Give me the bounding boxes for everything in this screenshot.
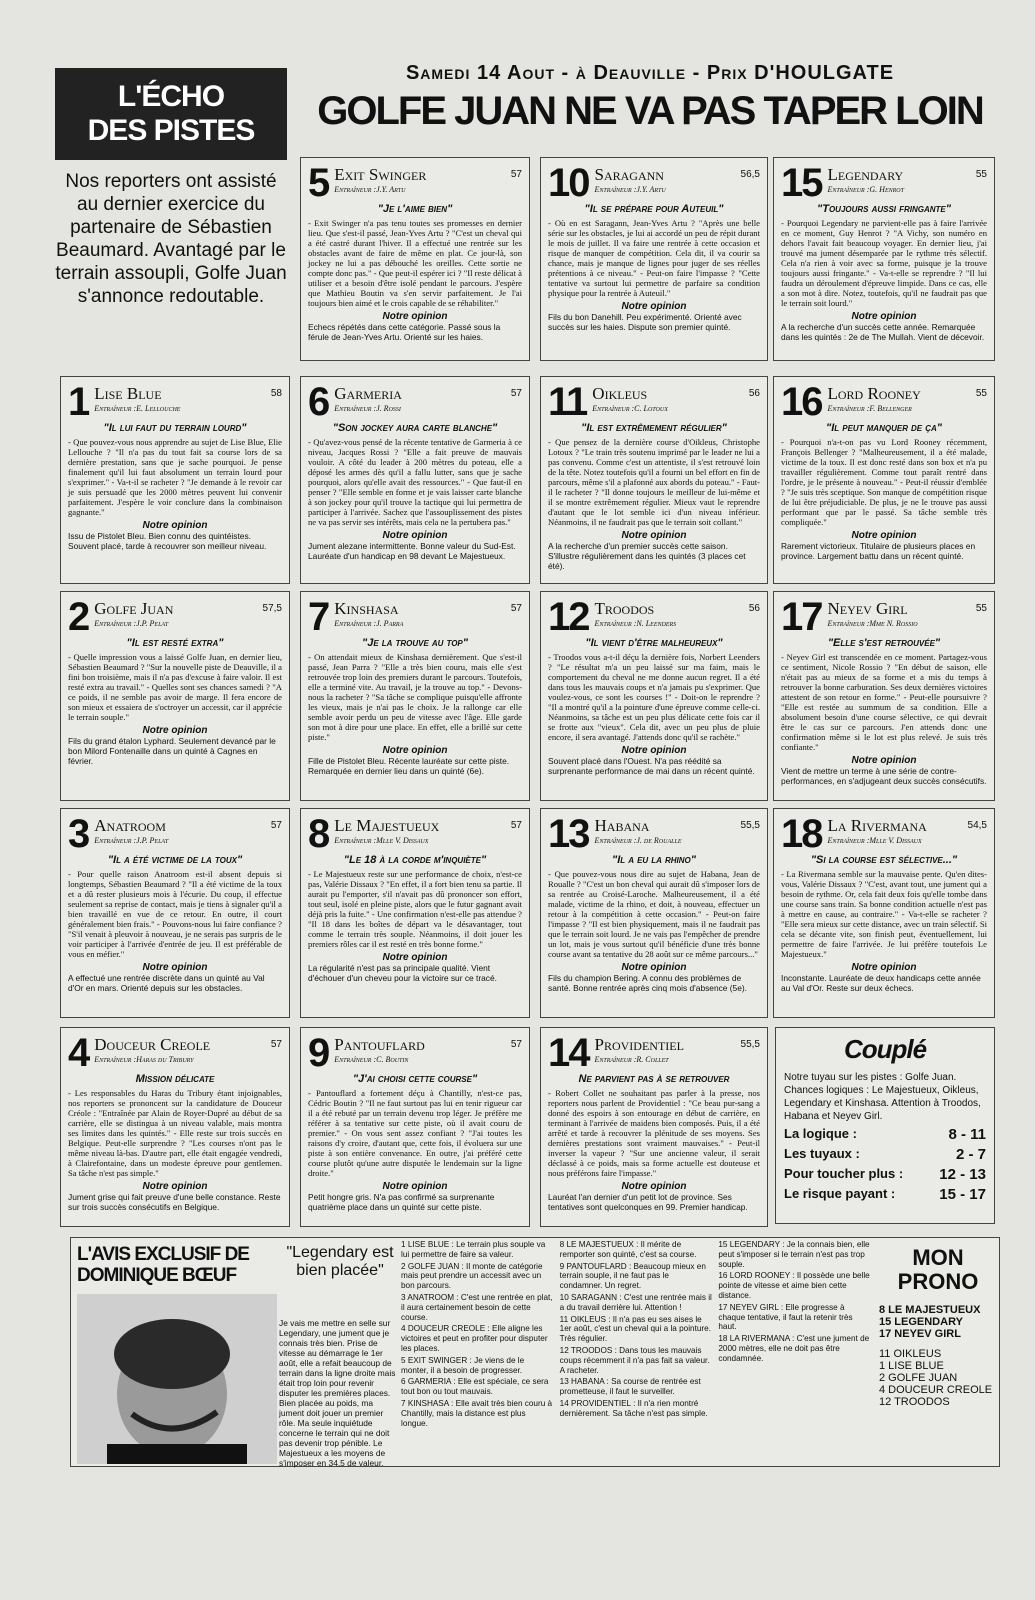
couple-row-label: Les tuyaux : <box>784 1146 860 1161</box>
avis-entry: 7 KINSHASA : Elle avait très bien couru à Chantilly, mais la distance est plus longue. <box>401 1398 553 1428</box>
avis-entry: 8 LE MAJESTUEUX : Il mérite de remporter son quinté, c'est sa course. <box>559 1240 697 1259</box>
avis-column-1 <box>401 1240 554 1430</box>
horse-quote: "Je la trouve au top" <box>362 637 468 649</box>
opinion-label: Notre opinion <box>382 952 448 963</box>
prono-top-entry: 15 LEGENDARY <box>879 1316 963 1328</box>
horse-number: 14 <box>548 1031 589 1075</box>
horse-name: Neyev Girl <box>827 599 908 618</box>
horse-interview: - Que pouvez-vous nous apprendre au sujet de Lise Blue, Elie Lellouche ? "Il n'a pas du tout fait sa course lors de sa dernière prestation, sans que je sache pourquoi. Je pense finalement qu'il lui faut absolument un terrain lourd pour s'exprimer." - Va-t-il se racheter ? "Je demande à le revoir car je suis persuadé que les 2000 mètres peuvent lui convenir parfaitement. J'espère le voir conclure dans la combinaison gagnante." <box>68 437 282 517</box>
horse-name: Le Majestueux <box>334 816 440 835</box>
horse-name: Exit Swinger <box>334 165 427 184</box>
horse-name: Providentiel <box>594 1035 684 1054</box>
horse-opinion: Lauréat l'an dernier d'un petit lot de province. Ses tentatives sont quelconques en 99. Premier handicap. <box>548 1192 748 1212</box>
horse-card-12 <box>540 591 768 801</box>
horse-opinion: Fils du bon Danehill. Peu expérimenté. Orienté avec succès sur les haies. Dispute son premier quinté. <box>548 312 742 332</box>
avis-entry: 2 GOLFE JUAN : Il monte de catégorie mais peut prendre un accessit avec un bon parcours. <box>401 1261 543 1291</box>
couple-row-label: Pour toucher plus : <box>784 1166 904 1181</box>
opinion-label: Notre opinion <box>851 962 917 973</box>
opinion-label: Notre opinion <box>851 311 917 322</box>
opinion-label: Notre opinion <box>621 745 687 756</box>
opinion-label: Notre opinion <box>621 962 687 973</box>
avis-entry: 1 LISE BLUE : Le terrain plus souple va lui permettre de faire sa valeur. <box>401 1240 546 1259</box>
horse-name: Garmeria <box>334 384 402 403</box>
horse-card-2 <box>60 591 290 801</box>
horse-card-17 <box>773 591 995 801</box>
horse-quote: "Elle s'est retrouvée" <box>827 637 941 649</box>
couple-row <box>784 1166 986 1183</box>
horse-trainer: Entraîneur :N. Leenders <box>594 619 677 628</box>
horse-number: 12 <box>548 595 589 639</box>
prono-rest-entry: 11 OIKLEUS <box>879 1348 942 1360</box>
couple-rows <box>784 1126 986 1203</box>
horse-opinion: Fils du champion Bering. A connu des problèmes de santé. Bonne rentrée après cinq mois d'absence (5e). <box>548 973 747 993</box>
horse-interview: - Troodos vous a-t-il déçu la dernière fois, Norbert Leenders ? "Le résultat m'a un peu laissé sur ma faim, mais le comportement du cheval ne me donne aucun regret. Il a été dans tous les mauvais coups et n'a jamais pu s'exprimer. Que voulez-vous, ce sont les courses !" - Doit-on le reprendre ? "Il a montré qu'il a la pointure d'une épreuve comme celle-ci. Néanmoins, sa tâche est un peu plus délicate cette fois car il se frotte aux "vieux". Cela dit, avec un peu plus de pluie encore, il sera avantagé. J'attends donc qu'il se rachète." <box>548 652 760 742</box>
opinion-label: Notre opinion <box>382 1181 448 1192</box>
horse-interview: - Où en est Saragann, Jean-Yves Artu ? "Après une belle série sur les obstacles, je lui ai accordé un peu de répit durant le mois de juillet. Il va faire une rentrée à cette occasion et risque de manquer de compétition. Cela dit, il va courir sa chance, mais je manque de lignes pour juger de ses réelles prétentions à ce niveau." - Peut-on faire l'impasse ? "Cette tentative va surtout lui permettre de parfaire sa condition physique pour la rentrée à Auteuil." <box>548 218 760 298</box>
avis-entry: 11 OIKLEUS : Il n'a pas eu ses aises le 1er août, c'est un cheval qui a la pointure. Très régulier. <box>559 1314 711 1344</box>
jockey-photo-illustration <box>77 1294 277 1464</box>
avis-entry: 16 LORD ROONEY : Il possède une belle pointe de vitesse et aime bien cette distance. <box>718 1271 870 1300</box>
horse-trainer: Entraîneur :J.P. Pelat <box>94 836 169 845</box>
horse-quote: "Il est resté extra" <box>126 637 224 649</box>
horse-opinion: Fille de Pistolet Bleu. Récente lauréate sur cette piste. Remarquée en dernier lieu dans un quinté (6e). <box>308 756 510 776</box>
horse-weight: 55,5 <box>740 820 760 831</box>
horse-weight: 57 <box>510 1039 522 1050</box>
horse-number: 6 <box>308 380 329 424</box>
horse-interview: - Les responsables du Haras du Tribury étant injoignables, nos reporters se prononcent sur la candidature de Douceur Créole : "Entraînée par Alain de Royer-Dupré au début de sa carrière, elle se distingua à un niveau valable, mais montra ses limites dans les quintés." - Elle reste sur trois succès en Belgique. Peut-elle surprendre ? "Les courses n'ont pas le même niveau là-bas. D'autre part, elle était engagée vendredi, à Clairefontaine, dans un modeste épreuve pour gentlemen. Sa tâche n'est pas simple." <box>68 1088 282 1178</box>
couple-intro: Notre tuyau sur les pistes : Golfe Juan. Chances logiques : Le Majestueux, Oikleus, Legendary et Kinshasa. Attention à Troodos, Habana et Neyev Girl. <box>784 1072 981 1122</box>
horse-trainer: Entraîneur :C. Boutin <box>334 1055 409 1064</box>
avis-headline: "Legendary est bien placée" <box>286 1244 394 1279</box>
horse-weight: 55 <box>975 169 987 180</box>
horse-trainer: Entraîneur :J.Y. Artu <box>594 185 666 194</box>
couple-row-value: 12 - 13 <box>939 1166 986 1183</box>
horse-card-14 <box>540 1027 768 1227</box>
avis-title-line-2: DOMINIQUE BŒUF <box>77 1265 237 1286</box>
horse-weight: 55,5 <box>740 1039 760 1050</box>
horse-name: Saragann <box>594 165 664 184</box>
horse-interview: - Le Majestueux reste sur une performance de choix, n'est-ce pas, Valérie Dissaux ? "En effet, il a fort bien tenu sa partie. Il aurait pu l'emporter, s'il n'avait pas dû prononcer son effort, tout seul, isolé en pleine piste, alors que le futur gagnant avait déjà pris la fuite." - Une confirmation n'est-elle pas attendue ? "Il 18 dans les boîtes de départ va le désavantager, tout comme le terrain très souple. Néanmoins, il doit jouer les premiers rôles car il est resté en très bonne forme." <box>308 869 522 949</box>
couple-box <box>775 1027 995 1224</box>
prono-top-list <box>879 1304 997 1340</box>
avis-entry: 5 EXIT SWINGER : Je viens de le monter, il a besoin de progresser. <box>401 1355 525 1375</box>
horse-number: 15 <box>781 161 822 205</box>
couple-row <box>784 1126 986 1143</box>
avis-entry: 18 LA RIVERMANA : C'est une jument de 2000 mètres, elle ne doit pas être condamnée. <box>718 1334 870 1363</box>
horse-interview: - Pour quelle raison Anatroom est-il absent depuis si longtemps, Sébastien Beaumard ? "Il a été victime de la toux et a dû rester plusieurs mois à l'écurie. Du coup, il effectue seulement sa reprise de contact, mais je tiens à signaler qu'il a bien travaillé en vue de ce retour. En outre, il court généralement bien frais." - Pouvons-nous lui faire confiance ? "S'il venait à pleuvoir à nouveau, je ne serais pas surpris de le voir participer à l'arrivée d'entrée de jeu. Il est préférable de vous en méfier." <box>68 869 282 959</box>
avis-title <box>77 1244 249 1286</box>
avis-entry: 15 LEGENDARY : Je la connais bien, elle peut s'imposer si le terrain n'est pas trop souple. <box>718 1240 870 1269</box>
avis-intro-text: Je vais me mettre en selle sur Legendary, une jument que je connais très bien. Prise de vitesse au démarrage le 1er août, elle a refait beaucoup de terrain dans la ligne droite mais était trop loin pour revenir disputer les premières places. Bien placée au poids, ma jument doit jouer un premier rôle. Ma seule inquiétude concerne le terrain qui ne doit pas devenir trop pénible. Le Majestueux a les moyens de s'imposer en 34,5 de valeur. <box>279 1318 396 1468</box>
horse-weight: 56 <box>748 603 760 614</box>
avis-columns <box>401 1240 871 1430</box>
horse-opinion: Jument alezane intermittente. Bonne valeur du Sud-Est. Lauréate d'un handicap en 98 devant Le Majestueux. <box>308 541 516 561</box>
avis-entry: 9 PANTOUFLARD : Beaucoup mieux en terrain souple, il ne faut pas le condamner. Un regret. <box>559 1261 706 1291</box>
horse-name: Golfe Juan <box>94 599 174 618</box>
horse-trainer: Entraîneur :J.Y. Artu <box>334 185 406 194</box>
horse-card-5 <box>300 157 530 361</box>
prono-rest-entry: 1 LISE BLUE <box>879 1360 944 1372</box>
horse-name: Kinshasa <box>334 599 399 618</box>
horse-opinion: Issu de Pistolet Bleu. Bien connu des quintéistes. Souvent placé, tarde à recouvrer son meilleur niveau. <box>68 531 267 551</box>
prono-top-entry: 17 NEYEV GIRL <box>879 1328 961 1340</box>
avis-entry: 12 TROODOS : Dans tous les mauvais coups récemment il n'a pas fait sa valeur. A racheter. <box>559 1345 710 1375</box>
horse-trainer: Entraîneur :Mlle V. Dissaux <box>827 836 922 845</box>
horse-interview: - La Rivermana semble sur la mauvaise pente. Qu'en dites-vous, Valérie Dissaux ? "C'est, avant tout, une jument qui a besoin de rythme. Or, cela fait deux fois qu'elle tombe dans une course sans train. Sa bonne condition actuelle n'est pas à mettre en cause, au contraire." - Va-t-elle se racheter ? "Elle sera mieux sur cette distance, avec un train sélectif. Si cela se décante vite, son finish peut, éventuellement, lui permettre de faire l'arrivée. Je lui préfère toutefois Le Majestueux." <box>781 869 987 959</box>
horse-weight: 57 <box>510 820 522 831</box>
horse-opinion: Echecs répétés dans cette catégorie. Passé sous la férule de Jean-Yves Artu. Orienté sur les haies. <box>308 322 501 342</box>
opinion-label: Notre opinion <box>142 1181 208 1192</box>
horse-weight: 55 <box>975 603 987 614</box>
horse-name: Lise Blue <box>94 384 162 403</box>
prono-title-line-2: PRONO <box>897 1269 979 1294</box>
horse-card-15 <box>773 157 995 361</box>
avis-column-2 <box>560 1240 713 1430</box>
horse-number: 11 <box>548 380 587 424</box>
horse-quote: "Il lui faut du terrain lourd" <box>103 422 247 434</box>
horse-interview: - Que pouvez-vous nous dire au sujet de Habana, Jean de Roualle ? "C'est un bon cheval qui aurait dû s'imposer lors de sa rentrée au Croisé-Laroche. Malheureusement, il a été malade, victime de la rhino, et doit, à nouveau, effectuer un retour à la compétition à cette occasion." - Peut-on faire l'impasse ? "Il est bien physiquement, mais il ne faudrait pas que le terrain soit lourd. Je ne vais pas l'empêcher de prendre un lot, mais je vous surtout qu'il bénéficie d'une très bonne course avant sa tentative du 28 août sur ce même parcours..." <box>548 869 760 959</box>
horse-number: 18 <box>781 812 822 856</box>
horse-card-3 <box>60 808 290 1018</box>
couple-row-value: 15 - 17 <box>939 1186 986 1203</box>
opinion-label: Notre opinion <box>621 1181 687 1192</box>
prono-top-entry: 8 LE MAJESTUEUX <box>879 1304 981 1316</box>
horse-name: Habana <box>594 816 650 835</box>
echo-des-pistes <box>55 68 287 368</box>
avis-entry: 14 PROVIDENTIEL : Il n'a rien montré dernièrement. Sa tâche n'est pas simple. <box>559 1398 708 1418</box>
avis-entry: 10 SARAGANN : C'est une rentrée mais il a du travail derrière lui. Attention ! <box>559 1292 712 1312</box>
horse-quote: "Son jockey aura carte blanche" <box>332 422 498 434</box>
horse-name: Oikleus <box>592 384 648 403</box>
horse-interview: - Quelle impression vous a laissé Golfe Juan, en dernier lieu, Sébastien Beaumard ? "Sur la nouvelle piste de Deauville, il a fini bon troisième, mais il n'a pas d'excuse à faire valoir. Il est resté extra au travail." - Quelles sont ses chances samedi ? "A ce poids, il ne semble pas avoir de marge. Il fera encore de son mieux et essaiera de s'octroyer un accessit, car il apprécie le terrain souple." <box>68 652 282 722</box>
horse-interview: - Pourquoi n'a-t-on pas vu Lord Rooney récemment, François Bellenger ? "Malheureusement, il a été malade, victime de la toux. Il est donc resté dans son box et n'a pu travailler régulièrement. Comme tout paraît rentré dans l'ordre, je le présente à nouveau." - Peut-il réussir d'emblée ? "Je suis très sceptique. Son manque de compétition risque de lui être préjudiciable. De plus, je ne le trouve pas aussi performant que par le passé. Sa tâche semble très compliquée." <box>781 437 987 527</box>
horse-quote: "Toujours aussi fringante" <box>817 203 951 215</box>
horse-weight: 56 <box>748 388 760 399</box>
opinion-label: Notre opinion <box>851 755 917 766</box>
horse-quote: "Le 18 à la corde m'inquiète" <box>343 854 487 866</box>
opinion-label: Notre opinion <box>382 745 448 756</box>
horse-opinion: Inconstante. Lauréate de deux handicaps cette année au Val d'Or. Reste sur deux échecs. <box>781 973 981 993</box>
horse-opinion: Jument grise qui fait preuve d'une belle constance. Reste sur trois succès consécutifs en Belgique. <box>68 1192 281 1212</box>
horse-name: La Rivermana <box>827 816 927 835</box>
horse-quote: "Je l'aime bien" <box>377 203 453 215</box>
horse-card-11 <box>540 376 768 584</box>
horse-trainer: Entraîneur :F. Bellenger <box>827 404 912 413</box>
echo-intro-text: Nos reporters ont assisté au dernier exercice du partenaire de Sébastien Beaumard. Avantagé par le terrain assoupli, Golfe Juan s'annonce redoutable. <box>55 171 287 307</box>
horse-weight: 57 <box>270 820 282 831</box>
horse-weight: 57,5 <box>262 603 282 614</box>
horse-card-9 <box>300 1027 530 1227</box>
avis-exclusif-box <box>70 1237 1000 1467</box>
horse-number: 1 <box>68 380 89 424</box>
couple-row-value: 8 - 11 <box>948 1126 986 1143</box>
horse-weight: 57 <box>270 1039 282 1050</box>
horse-quote: Ne parvient pas à se retrouver <box>578 1073 730 1085</box>
horse-quote: "Il se prépare pour Auteuil" <box>584 203 724 215</box>
article-header <box>300 62 1000 135</box>
horse-card-13 <box>540 808 768 1018</box>
opinion-label: Notre opinion <box>382 530 448 541</box>
prono-rest-entry: 2 GOLFE JUAN <box>879 1372 958 1384</box>
avis-entry: 17 NEYEV GIRL : Elle progresse à chaque tentative, il faut la retenir très haut. <box>718 1302 853 1332</box>
horse-number: 4 <box>68 1031 89 1075</box>
horse-number: 9 <box>308 1031 329 1075</box>
horse-interview: - Que pensez de la dernière course d'Oikleus, Christophe Lotoux ? "Le train très soutenu imprimé par le leader ne lui a pas convenu. Comme c'est un attentiste, il s'est retrouvé loin de la tête. Notez toutefois qu'il a fourni un bel effort en fin de parcours, même s'il a plafonné aux abords du poteau." - Faut-il le racheter ? "Il donne toujours le meilleur de lui-même et il se montre extrêmement régulier. Mieux vaut le reprendre d'autant que le lot semble ici d'un niveau inférieur. Néanmoins, il ne faudrait pas que le terrain soit collant." <box>548 437 760 527</box>
horse-name: Troodos <box>594 599 655 618</box>
horse-number: 8 <box>308 812 329 856</box>
horse-number: 13 <box>548 812 589 856</box>
couple-row <box>784 1186 986 1203</box>
horse-trainer: Entraîneur :J. Rossi <box>334 404 401 413</box>
horse-weight: 57 <box>510 169 522 180</box>
prono-title <box>879 1246 997 1294</box>
avis-entry: 3 ANATROOM : C'est une rentrée en plat, il aura certainement besoin de cette course. <box>401 1292 553 1322</box>
opinion-label: Notre opinion <box>142 520 208 531</box>
horse-opinion: Vient de mettre un terme à une série de contre-performances, en s'adjugeant deux succès consécutifs. <box>781 766 987 786</box>
horse-quote: "Il a été victime de la toux" <box>107 854 243 866</box>
horse-interview: - Pantouflard a fortement déçu à Chantilly, n'est-ce pas, Cédric Boutin ? "Il ne faut surtout pas lui en tenir rigueur car il a été rebuté par un terrain devenu trop léger. Je préfère me référer à sa tentative sur cette piste, où il avait couru de premier." - On vous sent assez confiant ? "J'ai toutes les raisons d'y croire, d'autant que, cette fois, il évoluera sur une piste à son entière convenance. En outre, j'ai préféré cette course plutôt qu'une autre disputée le lendemain sur la ligne droite." <box>308 1088 522 1178</box>
couple-row <box>784 1146 986 1163</box>
horse-card-16 <box>773 376 995 584</box>
horse-card-10 <box>540 157 768 361</box>
prono-rest-list <box>879 1348 997 1408</box>
avis-entry: 6 GARMERIA : Elle est spéciale, ce sera tout bon ou tout mauvais. <box>401 1377 549 1397</box>
horse-opinion: Rarement victorieux. Titulaire de plusieurs places en province. Largement battu dans un récent quinté. <box>781 541 976 561</box>
avis-title-line-1: L'AVIS EXCLUSIF DE <box>77 1244 249 1265</box>
horse-weight: 55 <box>975 388 987 399</box>
horse-trainer: Entraîneur :G. Henrot <box>827 185 904 194</box>
opinion-label: Notre opinion <box>851 530 917 541</box>
horse-card-1 <box>60 376 290 584</box>
prono-rest-entry: 12 TROODOS <box>879 1396 950 1408</box>
echo-title-line-2: DES PISTES <box>87 114 255 147</box>
avis-entry: 4 DOUCEUR CREOLE : Elle aligne les victoires et peut en profiter pour disputer les places. <box>401 1324 548 1353</box>
horse-quote: Mission délicate <box>135 1073 215 1085</box>
horse-opinion: Souvent placé dans l'Ouest. N'a pas réédité sa surprenante performance de mai dans un récent quinté. <box>548 756 755 776</box>
horse-weight: 58 <box>270 388 282 399</box>
horse-name: Legendary <box>827 165 904 184</box>
horse-card-6 <box>300 376 530 584</box>
couple-title: Couplé <box>843 1034 927 1064</box>
horse-number: 3 <box>68 812 89 856</box>
horse-opinion: A effectué une rentrée discrète dans un quinté au Val d'Or en mars. Orienté depuis sur les obstacles. <box>68 973 265 993</box>
jockey-photo <box>77 1294 277 1464</box>
couple-row-label: La logique : <box>784 1126 857 1141</box>
dateline: Samedi 14 Aout - à Deauville - Prix D'HOULGATE <box>405 62 895 84</box>
horse-opinion: A la recherche d'un succès cette année. Remarquée dans les quintés : 2e de The Mullah. Vient de décevoir. <box>781 322 985 342</box>
horse-weight: 56,5 <box>740 169 760 180</box>
horse-trainer: Entraîneur :J. Parra <box>334 619 404 628</box>
avis-column-3 <box>718 1240 871 1430</box>
horse-interview: - Neyev Girl est transcendée en ce moment. Partagez-vous ce sentiment, Nicole Rossio ? "En début de saison, elle n'était pas au mieux de sa forme et a mis du temps à retrouver la bonne carburation. Ses deux dernières victoires attestent de son retour en forme." - Peut-elle poursuivre ? "Elle est restée au summum de sa condition. Elle a absolument besoin d'une course sélective, ce qui devrait être le cas sur ce parcours. J'en attends donc une confirmation même si le lot est plus relevé. Je suis très confiante." <box>781 652 987 752</box>
horse-opinion: Fils du grand étalon Lyphard. Seulement devancé par le bon Milord Fontenaille dans un quinté à Cagnes en février. <box>68 736 276 766</box>
horse-trainer: Entraîneur :Haras du Tribury <box>94 1055 194 1064</box>
horse-opinion: La régularité n'est pas sa principale qualité. Vient d'échouer d'un cheveu pour la victoire sur ce tracé. <box>308 963 497 983</box>
horse-trainer: Entraîneur :Mlle V. Dissaux <box>334 836 429 845</box>
horse-trainer: Entraîneur :E. Lellouche <box>94 404 181 413</box>
horse-name: Lord Rooney <box>827 384 921 403</box>
horse-card-7 <box>300 591 530 801</box>
horse-trainer: Entraîneur :Mme N. Rossio <box>827 619 918 628</box>
prono-rest-entry: 4 DOUCEUR CREOLE <box>879 1384 993 1396</box>
horse-interview: - Robert Collet ne souhaitant pas parler à la presse, nos reporters nous parlent de Providentiel : "Ce beau pur-sang a donné des espoirs à son entourage en début de carrière, en terminant à l'arrivée de maidens bien composés. Puis, il a été arrêté et tarde à recouvrer la plénitude de ses moyens. Ses dernières prestations sont vraiment mauvaises." - Peut-il inverser la vapeur ? "Sur une ancienne valeur, il serait déclassé à ce poids, mais sa forme actuelle est douteuse et nous préférons faire l'impasse." <box>548 1088 760 1178</box>
horse-quote: "Il a eu la rhino" <box>612 854 696 866</box>
horse-card-4 <box>60 1027 290 1227</box>
horse-number: 5 <box>308 161 329 205</box>
horse-quote: "Il vient d'être malheureux" <box>585 637 723 649</box>
horse-interview: - Exit Swinger n'a pas tenu toutes ses promesses en dernier lieu. Que s'est-il passé, Jean-Yves Artu ? "C'est un cheval qui a été castré durant l'hiver. Il a effectué une rentrée sur les obstacles avant de faire de même en plat. Ce jour-là, son jockey ne lui a pas débouché les oreilles. Cette sortie ne compte donc pas." - Que peut-il espérer ici ? "Il reste délicat à utiliser et a besoin d'être isolé pendant le parcours. J'espère que Mathieu Boutin va s'en servir parfaitement. Je l'ai toujours bien aimé et le crois capable de se réhabiliter." <box>308 218 522 308</box>
horse-card-8 <box>300 808 530 1018</box>
horse-number: 16 <box>781 380 822 424</box>
horse-quote: "Si la course est sélective..." <box>810 854 958 866</box>
horse-number: 7 <box>308 595 329 639</box>
opinion-label: Notre opinion <box>621 530 687 541</box>
avis-entry: 13 HABANA : Sa course de rentrée est prometteuse, il faut le surveiller. <box>559 1377 701 1397</box>
echo-title-box <box>55 68 287 160</box>
headline: GOLFE JUAN NE VA PAS TAPER LOIN <box>317 89 983 133</box>
horse-name: Pantouflard <box>334 1035 425 1054</box>
mon-prono <box>879 1240 997 1464</box>
echo-title-line-1: L'ÉCHO <box>117 80 225 113</box>
horse-trainer: Entraîneur :J.P. Pelat <box>94 619 169 628</box>
horse-card-18 <box>773 808 995 1018</box>
horse-opinion: Petit hongre gris. N'a pas confirmé sa surprenante quatrième place dans un quinté sur cette piste. <box>308 1192 495 1212</box>
horse-opinion: A la recherche d'un premier succès cette saison. S'illustre régulièrement dans les quintés (3 places cet été). <box>548 541 746 571</box>
horse-weight: 57 <box>510 603 522 614</box>
horse-number: 17 <box>781 595 822 639</box>
horse-trainer: Entraîneur :J. de Roualle <box>594 836 682 845</box>
horse-name: Douceur Creole <box>94 1035 211 1054</box>
horse-interview: - Qu'avez-vous pensé de la récente tentative de Garmeria à ce niveau, Jacques Rossi ? "Elle a fait preuve de mauvais vouloir. A côté du leader à 200 mètres du poteau, elle a déposé les armes dès qu'il a fallu lutter, sans que je sache pourquoi, alors qu'elle avait des ressources." - Que faut-il en penser ? "Elle semble en forme et je vais laisser carte blanche à son jockey pour qu'il trouve la tactique qui lui permettra de participer à l'arrivée. Sachez que l'assouplissement des pistes ne va pas servir ses intérêts, mais cela ne la pertubera pas." <box>308 437 522 527</box>
horse-weight: 54,5 <box>967 820 987 831</box>
opinion-label: Notre opinion <box>142 962 208 973</box>
couple-row-value: 2 - 7 <box>955 1146 986 1163</box>
horse-number: 10 <box>548 161 589 205</box>
horse-interview: - On attendait mieux de Kinshasa dernièrement. Que s'est-il passé, Jean Parra ? "Elle a très bien couru, mais elle s'est retrouvée trop loin des premiers durant le parcours. Toutefois, elle a terminé vite. Au travail, je la trouve au top." - Devons-nous la racheter ? "Sa tâche se complique puisqu'elle affronte les vieux, mais je n'ai pas le choix. Je la rallonge car elle semble avoir perdu un peu de vitesse avec l'âge. Elle garde son mot à dire pour une place. En effet, elle a brillé sur cette piste." <box>308 652 522 742</box>
horse-quote: "Il peut manquer de ça" <box>826 422 942 434</box>
opinion-label: Notre opinion <box>142 725 208 736</box>
horse-name: Anatroom <box>94 816 166 835</box>
couple-row-label: Le risque payant : <box>784 1186 896 1201</box>
horse-trainer: Entraîneur :C. Lotoux <box>592 404 668 413</box>
horse-weight: 57 <box>510 388 522 399</box>
horse-interview: - Pourquoi Legendary ne parvient-elle pas à faire l'arrivée en ce moment, Guy Henrot ? "A Vichy, son numéro en dehors l'avait fait beaucoup voyager. En dernier lieu, j'ai trouvé ma jument désemparée par le rythme très sélectif. Cela n'a rien à voir avec sa forme, puisque je la trouve toujours aussi fringante." - Va-t-elle se reprendre ? "Il lui faudra un déroulement d'épreuve limpide. Dans ce cas, elle a son mot à dire. Notez, toutefois, qu'il ne faudrait pas que le terrain soit lourd." <box>781 218 987 308</box>
horse-quote: "J'ai choisi cette course" <box>352 1073 478 1085</box>
opinion-label: Notre opinion <box>382 311 448 322</box>
prono-title-line-1: MON <box>912 1245 964 1270</box>
horse-trainer: Entraîneur :R. Collet <box>594 1055 669 1064</box>
horse-number: 2 <box>68 595 89 639</box>
horse-quote: "Il est extrêmement régulier" <box>581 422 727 434</box>
opinion-label: Notre opinion <box>621 301 687 312</box>
